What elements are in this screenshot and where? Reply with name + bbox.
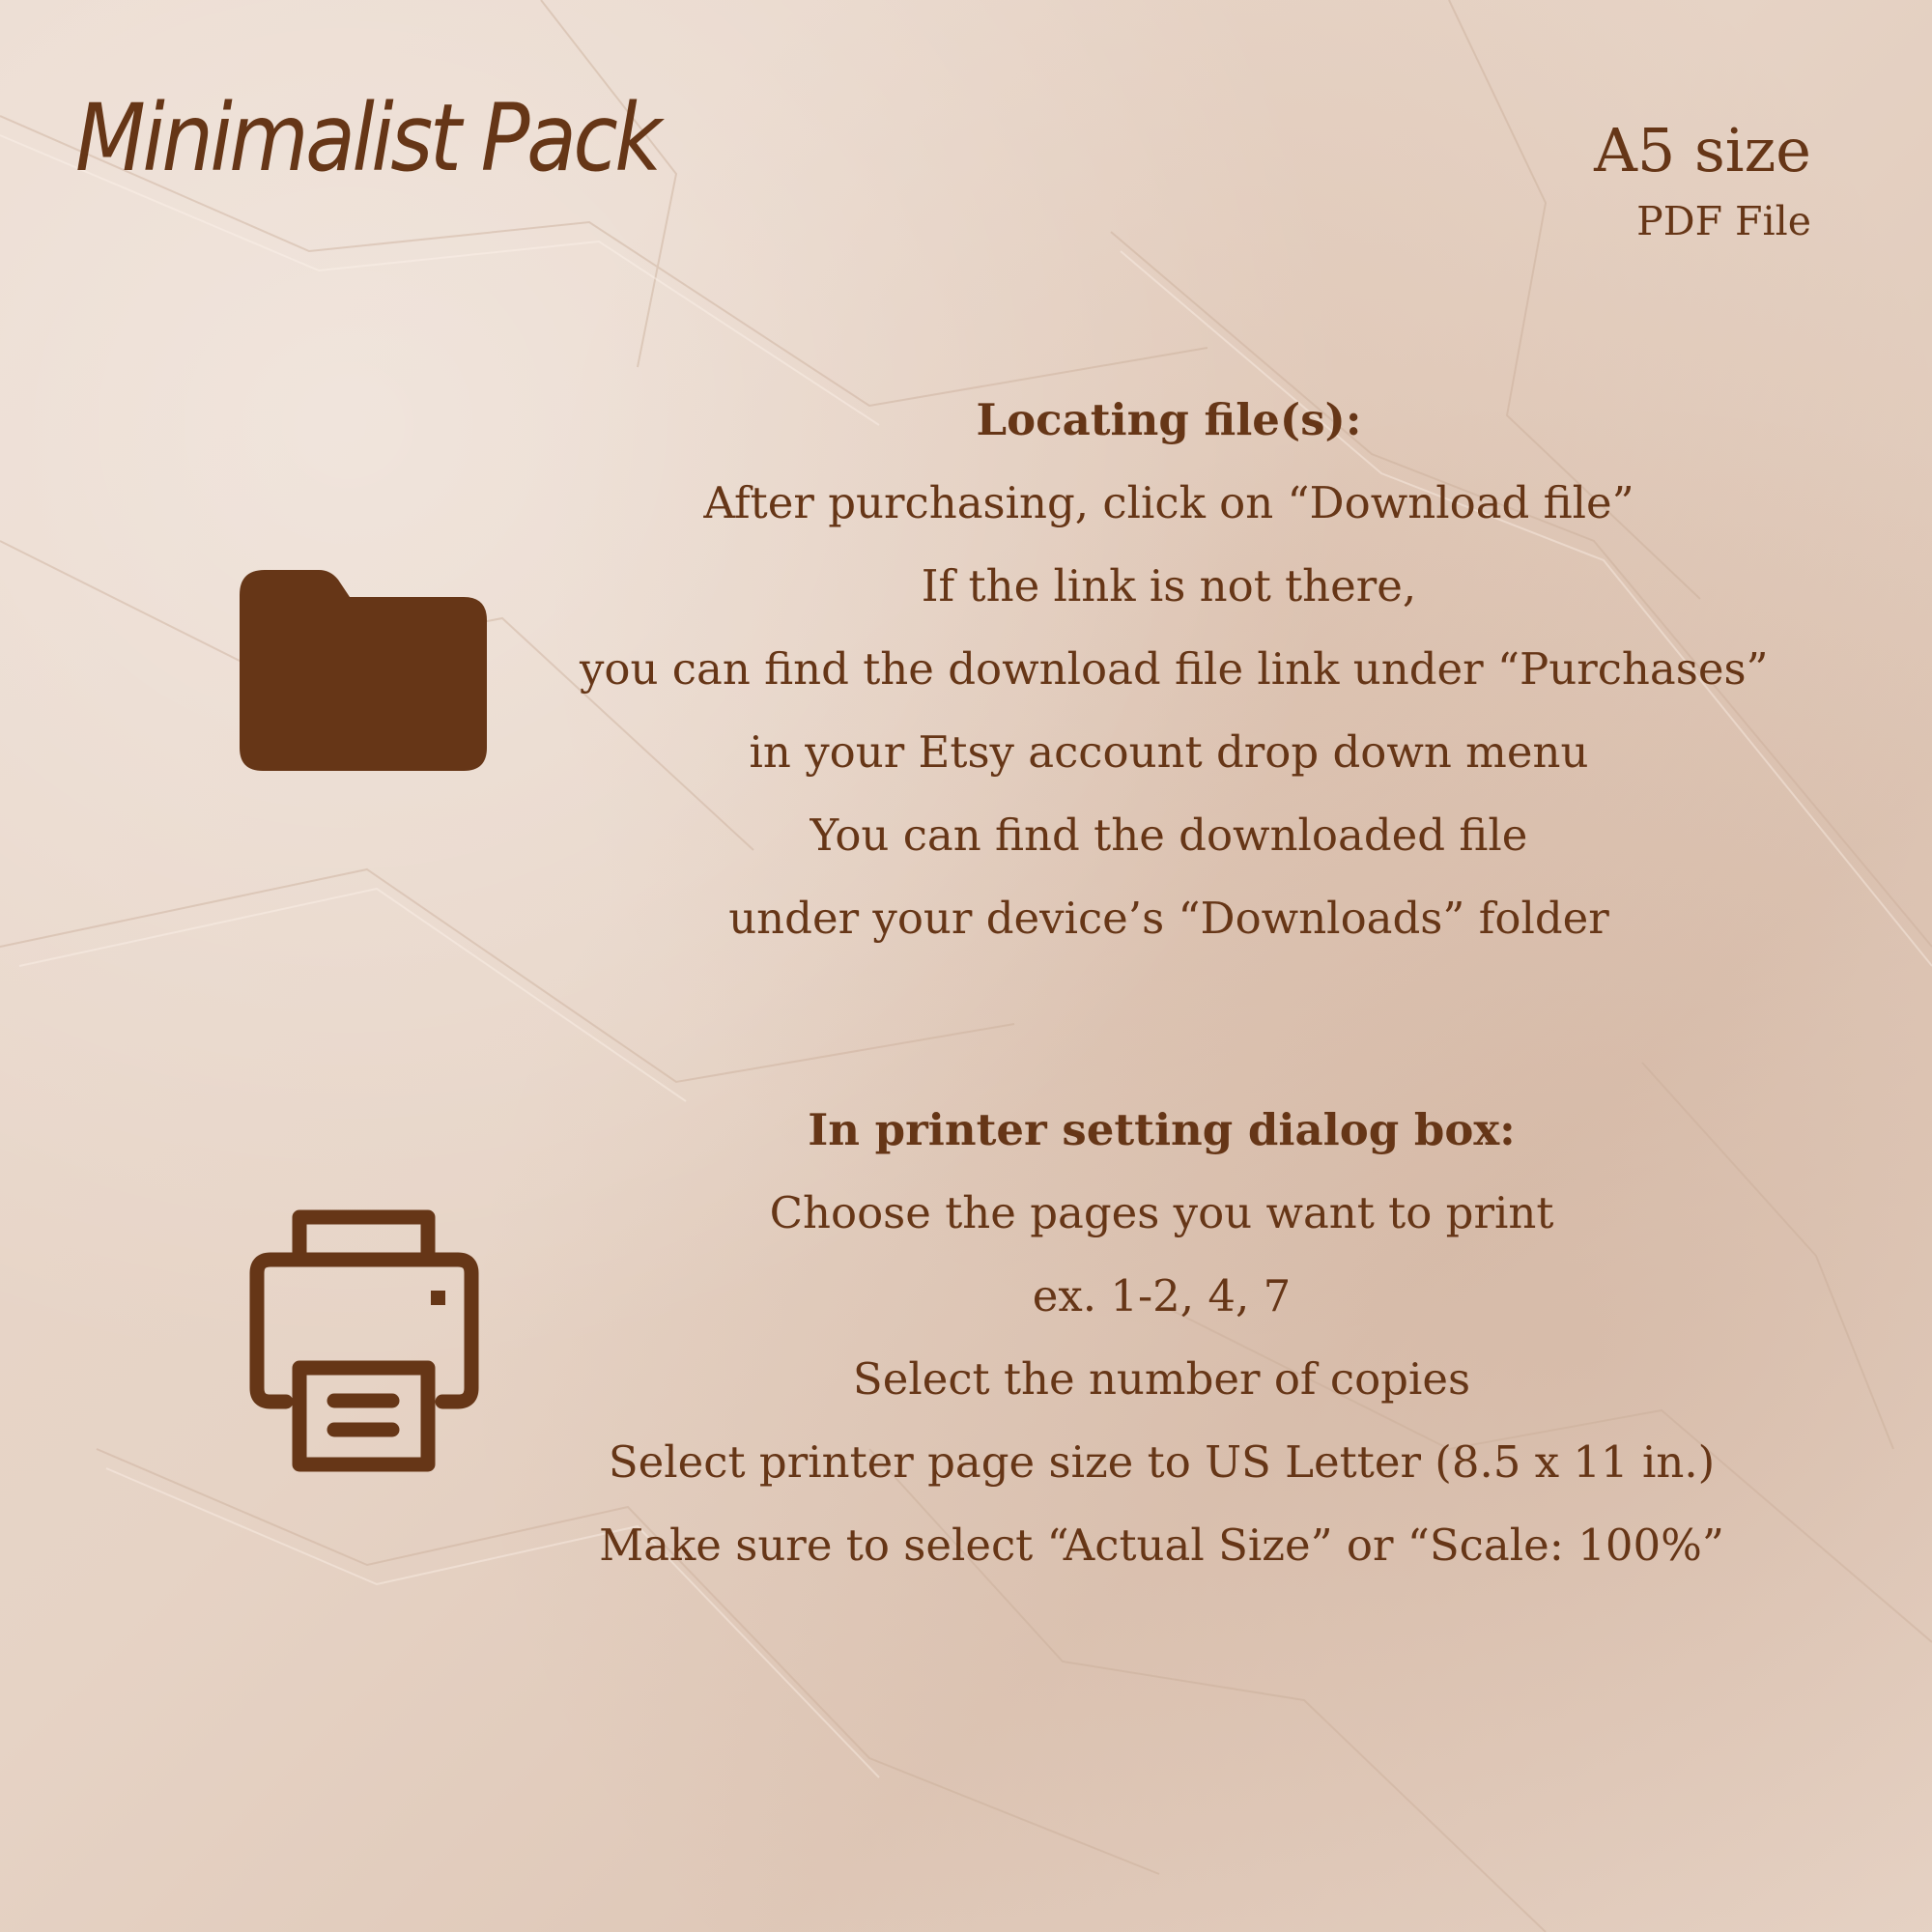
locating-line: in your Etsy account drop down menu bbox=[749, 726, 1589, 778]
locating-line: After purchasing, click on “Download file” bbox=[703, 477, 1634, 528]
printing-line: ex. 1-2, 4, 7 bbox=[1032, 1270, 1292, 1321]
locating-line: you can find the download file link under “Purchases” bbox=[580, 643, 1769, 695]
page-title: Minimalist Pack bbox=[75, 84, 659, 192]
locating-line: If the link is not there, bbox=[921, 560, 1417, 611]
locating-files-section bbox=[580, 394, 1769, 978]
size-label: A5 size bbox=[1594, 115, 1811, 185]
printing-line: Select the number of copies bbox=[852, 1353, 1471, 1405]
printing-line: Make sure to select “Actual Size” or “Scale: 100%” bbox=[599, 1520, 1724, 1571]
format-info bbox=[1594, 115, 1811, 244]
locating-line: You can find the downloaded file bbox=[810, 810, 1528, 861]
printer-icon bbox=[249, 1209, 479, 1472]
printing-line: Select printer page size to US Letter (8.5 x 11 in.) bbox=[608, 1436, 1716, 1488]
printing-heading: In printer setting dialog box: bbox=[808, 1104, 1516, 1155]
folder-icon bbox=[240, 570, 487, 771]
locating-heading: Locating file(s): bbox=[976, 394, 1362, 445]
locating-line: under your device’s “Downloads” folder bbox=[728, 893, 1609, 944]
printing-line: Choose the pages you want to print bbox=[769, 1187, 1554, 1238]
file-type-label: PDF File bbox=[1636, 198, 1811, 244]
printer-settings-section bbox=[570, 1106, 1753, 1605]
